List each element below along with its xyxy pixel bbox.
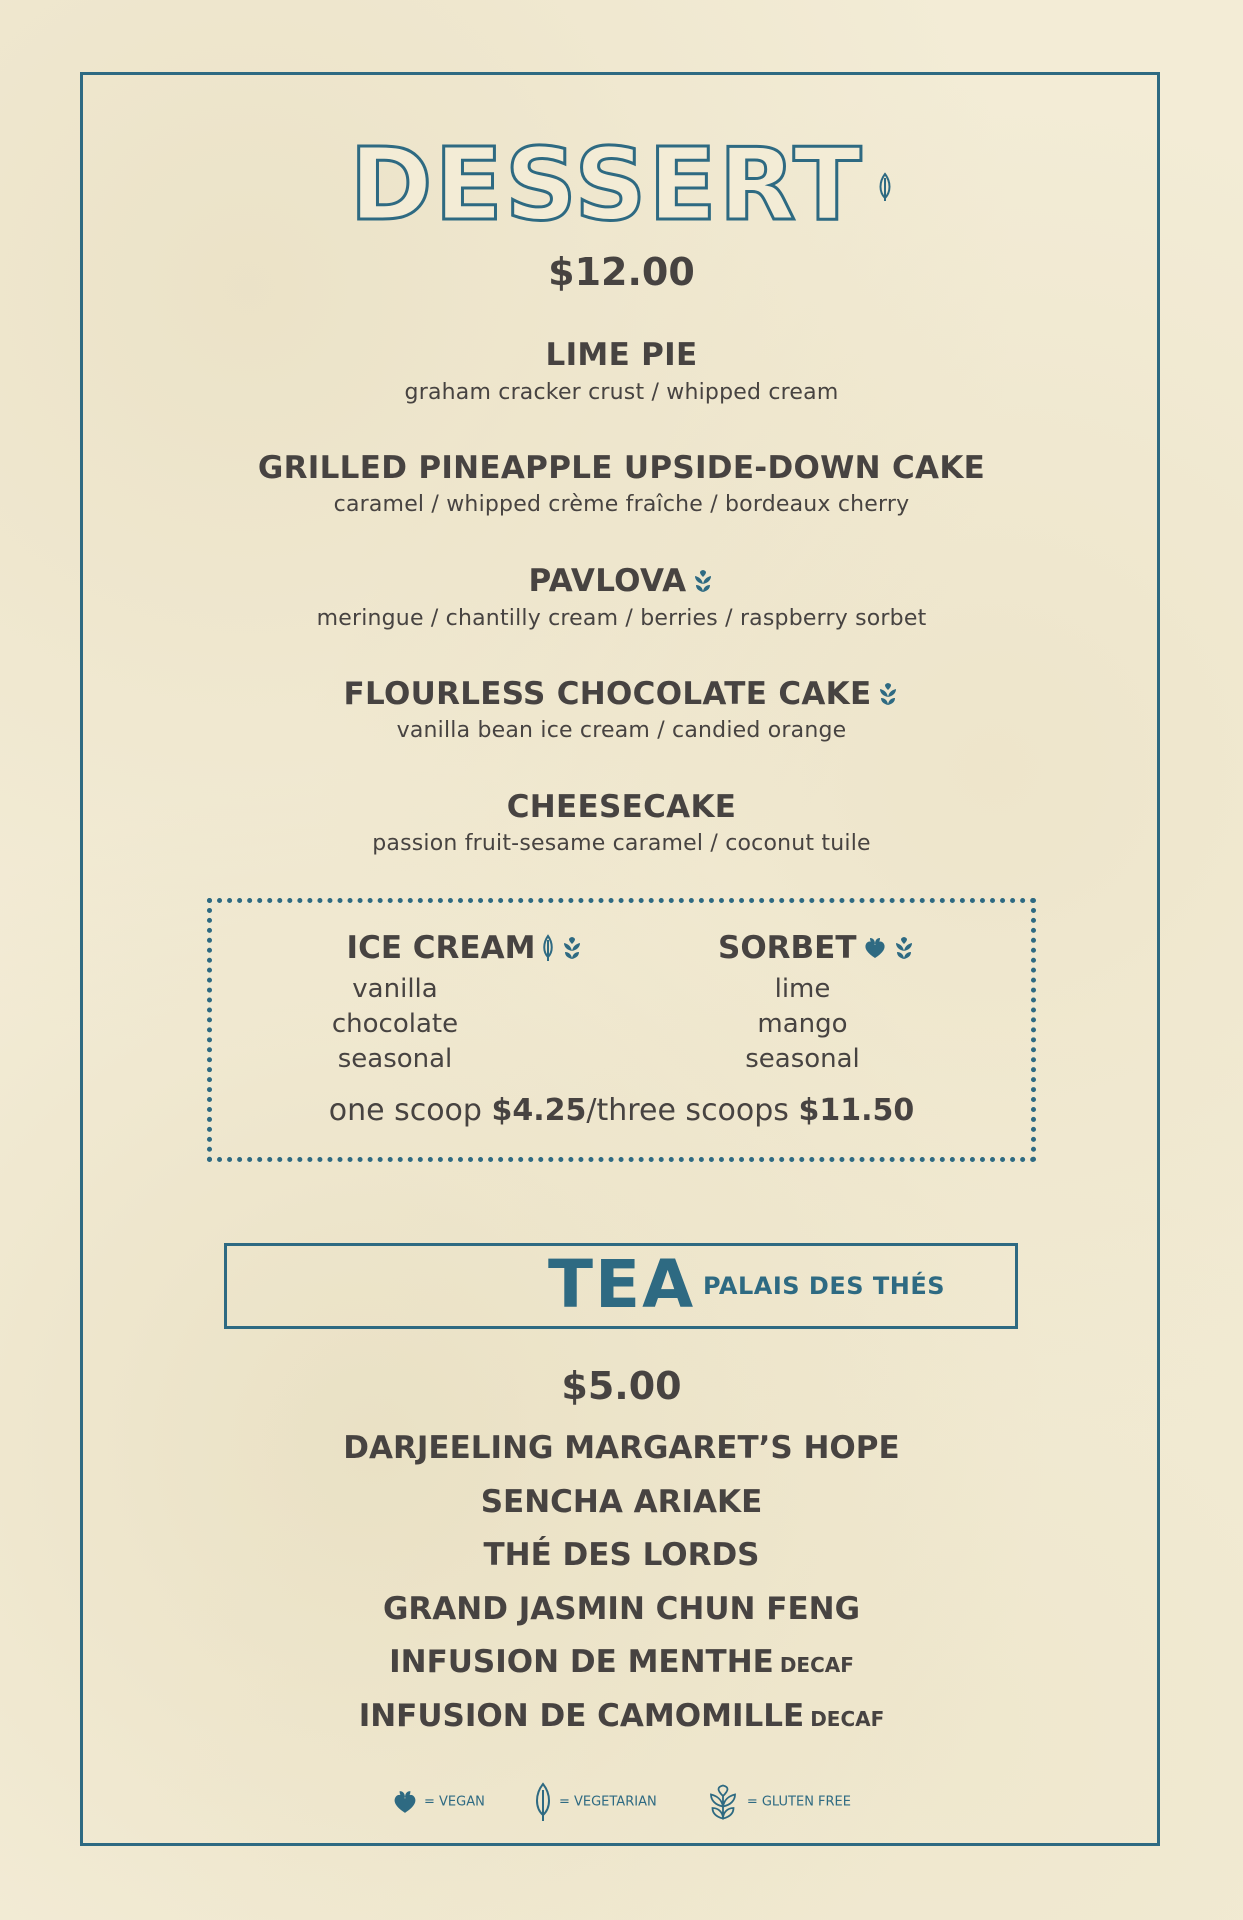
- tea-item-name: SENCHA ARIAKE: [480, 1484, 763, 1520]
- dessert-item-name: FLOURLESS CHOCOLATE CAKE: [343, 676, 872, 712]
- legend-vegan-label: = VEGAN: [423, 1794, 485, 1810]
- tea-price: $5.00: [561, 1364, 682, 1408]
- dessert-item-desc: graham cracker crust / whipped cream: [404, 380, 839, 405]
- dessert-heading: [0, 126, 1243, 243]
- dessert-item-name: CHEESECAKE: [506, 789, 737, 825]
- tea-item-name: DARJEELING MARGARET’S HOPE: [343, 1430, 900, 1466]
- wheat-sprout-icon: [705, 1784, 741, 1820]
- ice-cream-column: [305, 930, 625, 1077]
- sorbet-flavor: mango: [757, 1009, 848, 1039]
- tea-item: [0, 1484, 1243, 1520]
- legend-gluten-free: [705, 1784, 851, 1820]
- three-scoops-label: three scoops: [596, 1093, 789, 1128]
- legend-gluten-free-label: = GLUTEN FREE: [746, 1794, 851, 1810]
- sorbet-heading: [700, 930, 940, 966]
- ice-cream-title: ICE CREAM: [346, 930, 536, 966]
- dessert-item-name: LIME PIE: [545, 337, 698, 373]
- dessert-price: $12.00: [548, 250, 695, 294]
- tea-item: [0, 1644, 1243, 1680]
- tea-item: [0, 1537, 1243, 1573]
- legend-vegetarian: [533, 1782, 657, 1822]
- vegetarian-icon: [877, 172, 893, 202]
- sorbet-flavor: seasonal: [745, 1044, 860, 1074]
- dietary-legend: [0, 1782, 1243, 1822]
- tea-brand: PALAIS DES THÉS: [703, 1272, 945, 1300]
- dessert-item-desc: caramel / whipped crème fraîche / bordeaux cherry: [333, 492, 910, 517]
- wheat-sprout-icon: [561, 936, 583, 960]
- dessert-item-desc: meringue / chantilly cream / berries / raspberry sorbet: [316, 606, 927, 631]
- tea-item: [0, 1430, 1243, 1466]
- tea-title: TEA: [548, 1246, 696, 1323]
- decaf-tag: DECAF: [810, 1707, 885, 1731]
- tea-item-name: THÉ DES LORDS: [483, 1537, 760, 1573]
- ice-cream-flavor: chocolate: [331, 1009, 459, 1039]
- decaf-tag: DECAF: [779, 1653, 854, 1677]
- wheat-sprout-icon: [877, 682, 899, 706]
- one-scoop-label: one scoop: [328, 1093, 482, 1128]
- heart-leaf-icon: [863, 936, 887, 960]
- dessert-item-pavlova: [0, 563, 1243, 599]
- three-scoops-price: $11.50: [798, 1093, 915, 1128]
- tea-item-name: GRAND JASMIN CHUN FENG: [382, 1591, 861, 1627]
- ice-cream-flavor: seasonal: [337, 1044, 453, 1074]
- ice-cream-flavor: vanilla: [352, 974, 438, 1004]
- sorbet-column: [700, 930, 940, 1077]
- tea-item: [0, 1698, 1243, 1734]
- dessert-item-name: GRILLED PINEAPPLE UPSIDE-DOWN CAKE: [257, 450, 986, 486]
- wheat-sprout-icon: [692, 569, 714, 593]
- leaf-icon: [533, 1782, 553, 1822]
- dessert-item-name: PAVLOVA: [528, 563, 687, 599]
- ice-cream-heading: [305, 930, 625, 966]
- heart-leaf-icon: [392, 1789, 418, 1815]
- sorbet-flavor: lime: [774, 974, 831, 1004]
- tea-item-name: INFUSION DE CAMOMILLE: [358, 1698, 805, 1734]
- dessert-item-flourless: [0, 676, 1243, 712]
- one-scoop-price: $4.25: [491, 1093, 587, 1128]
- dessert-item-desc: vanilla bean ice cream / candied orange: [396, 718, 847, 743]
- scoop-pricing: [207, 1093, 1036, 1128]
- wheat-sprout-icon: [893, 936, 915, 960]
- dessert-item-desc: passion fruit-sesame caramel / coconut tuile: [372, 831, 871, 856]
- tea-item-name: INFUSION DE MENTHE: [389, 1644, 774, 1680]
- legend-vegan: [392, 1789, 485, 1815]
- tea-item: [0, 1591, 1243, 1627]
- legend-vegetarian-label: = VEGETARIAN: [558, 1794, 657, 1810]
- vegetarian-icon: [541, 934, 555, 962]
- dessert-title: DESSERT: [349, 126, 864, 243]
- sorbet-title: SORBET: [718, 930, 857, 966]
- pricing-separator: /: [586, 1093, 597, 1128]
